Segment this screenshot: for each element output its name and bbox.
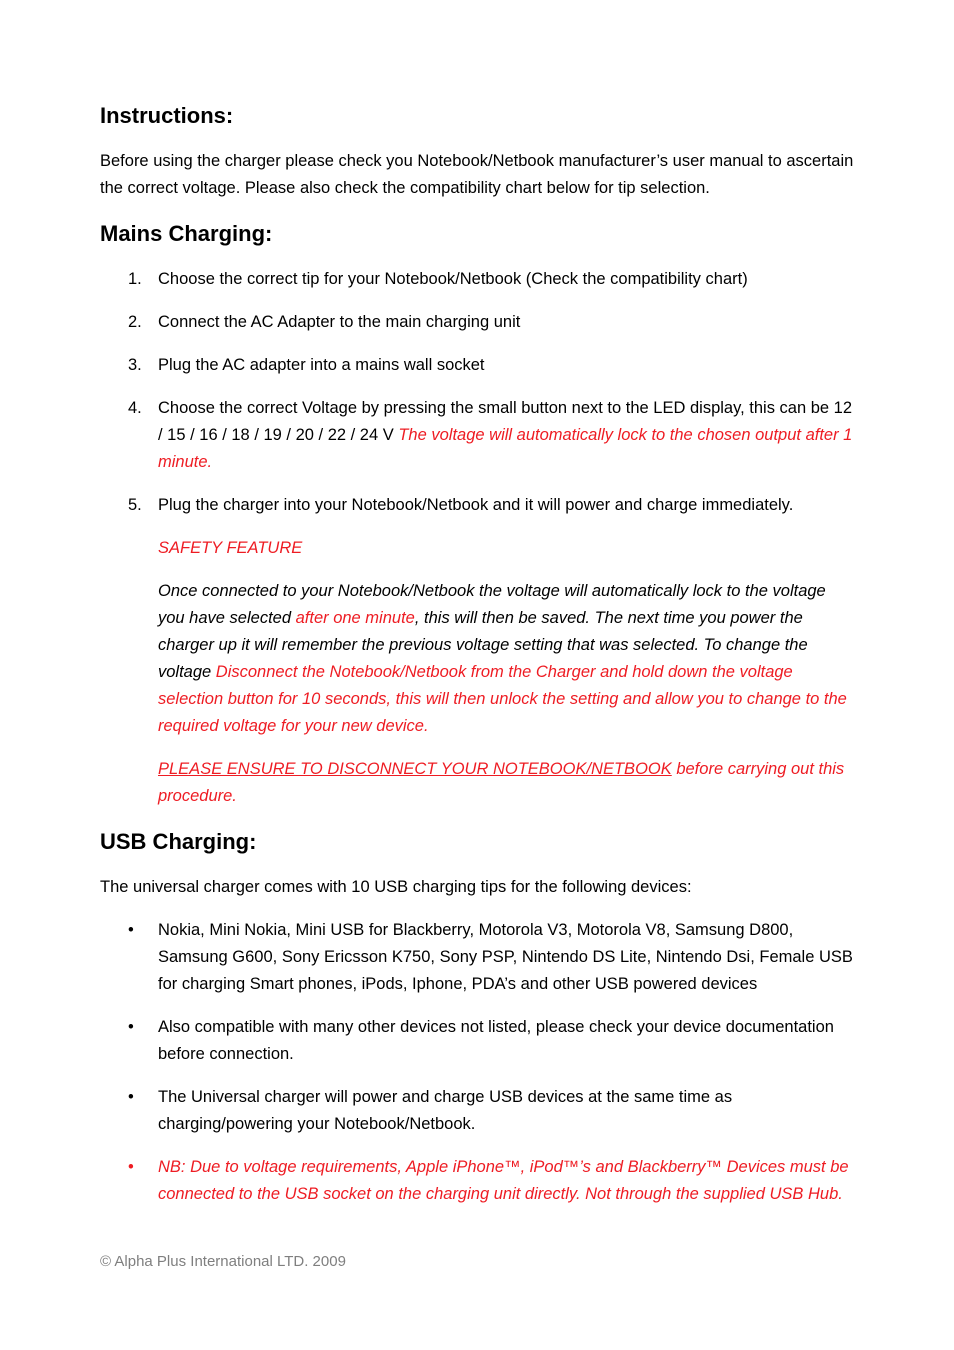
safety-text-4: Disconnect the Notebook/Netbook from the Charger and hold down the voltage selection button for 10 seconds, this will then unlock the setting and allow you to change to the required voltage for your new device. <box>158 663 847 735</box>
step-text: Connect the AC Adapter to the main charging unit <box>158 313 521 331</box>
bullet-text: Also compatible with many other devices not listed, please check your device documentation before connection. <box>158 1018 834 1063</box>
step-text: Choose the correct Voltage by pressing the small button next to the LED display, this can be 12 / 15 / 16 / 18 / 19 / 20 / 22 / 24 V <box>158 399 853 444</box>
safety-feature-title: SAFETY FEATURE <box>158 539 303 557</box>
mains-charging-heading: Mains Charging: <box>100 221 273 246</box>
instructions-heading: Instructions: <box>100 103 234 128</box>
ensure-rest: before carrying out this procedure. <box>158 760 845 805</box>
usb-charging-heading: USB Charging: <box>100 829 257 854</box>
safety-feature-body <box>158 578 854 740</box>
mains-steps-list <box>100 266 854 519</box>
instructions-intro: Before using the charger please check you Notebook/Netbook manufacturer’s user manual to ascertain the correct voltage. Please also check the compatibility chart below for tip selection. <box>100 152 854 197</box>
list-item <box>100 352 854 379</box>
ensure-notice <box>158 756 854 810</box>
bullet-text: Nokia, Mini Nokia, Mini USB for Blackberry, Motorola V3, Motorola V8, Samsung D800, Samsung G600, Sony Ericsson K750, Sony PSP, Nintendo DS Lite, Nintendo Dsi, Female USB for charging Smart phones, iPods, Iphone, PDA’s and other USB powered devices <box>158 921 853 993</box>
list-item <box>100 1154 854 1208</box>
step-text: Choose the correct tip for your Notebook/Netbook (Check the compatibility chart) <box>158 270 748 288</box>
bullet-icon: • <box>128 1088 134 1106</box>
copyright-footer: © Alpha Plus International LTD. 2009 <box>100 1253 346 1270</box>
bullet-text: The Universal charger will power and charge USB devices at the same time as charging/powering your Notebook/Netbook. <box>158 1088 733 1133</box>
step-text: Plug the AC adapter into a mains wall socket <box>158 356 485 374</box>
step-text: Plug the charger into your Notebook/Netbook and it will power and charge immediately. <box>158 496 794 514</box>
usb-intro: The universal charger comes with 10 USB charging tips for the following devices: <box>100 878 692 896</box>
list-item <box>100 917 854 998</box>
list-item <box>100 309 854 336</box>
step-number: 4. <box>128 399 142 417</box>
step-number: 1. <box>128 270 142 288</box>
step-number: 3. <box>128 356 142 374</box>
usb-bullet-list <box>100 917 854 1208</box>
list-item <box>100 492 854 519</box>
safety-text-3: , this will then be saved. The next time you power the charger up it will remember the previous voltage setting that was selected. To change the voltage <box>158 609 808 681</box>
bullet-icon: • <box>128 1018 134 1036</box>
list-item <box>100 266 854 293</box>
ensure-underlined: PLEASE ENSURE TO DISCONNECT YOUR NOTEBOOK/NETBOOK <box>158 760 672 778</box>
document-page <box>100 100 854 1208</box>
safety-text-1: Once connected to your Notebook/Netbook the voltage will automatically lock to the voltage you have selected <box>158 582 826 627</box>
list-item <box>100 1084 854 1138</box>
safety-text-2: after one minute <box>295 609 415 627</box>
bullet-icon: • <box>128 921 134 939</box>
safety-section <box>100 535 854 810</box>
step-number: 5. <box>128 496 142 514</box>
list-item <box>100 1014 854 1068</box>
step-note: The voltage will automatically lock to the chosen output after 1 minute. <box>158 426 853 471</box>
step-number: 2. <box>128 313 142 331</box>
bullet-text: NB: Due to voltage requirements, Apple iPhone™, iPod™’s and Blackberry™ Devices must be connected to the USB socket on the charging unit directly. Not through the supplied USB Hub. <box>158 1158 849 1203</box>
list-item <box>100 395 854 476</box>
bullet-icon: • <box>128 1158 134 1176</box>
